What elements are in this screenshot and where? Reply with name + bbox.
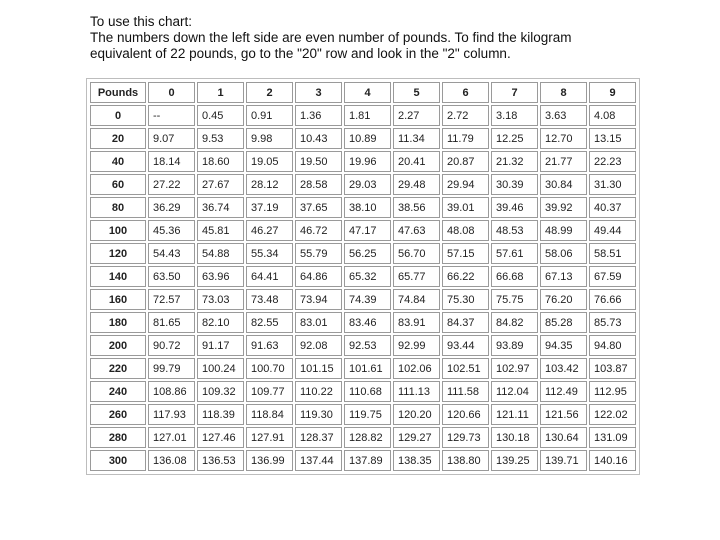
table-cell-kilograms: 136.99 <box>246 450 293 471</box>
table-cell-kilograms: 20.87 <box>442 151 489 172</box>
table-cell-kilograms: 20.41 <box>393 151 440 172</box>
pounds-to-kilograms-table <box>88 80 638 473</box>
table-cell-kilograms: 10.43 <box>295 128 342 149</box>
row-header-pounds: 240 <box>90 381 146 402</box>
table-body <box>90 105 636 471</box>
table-cell-kilograms: 27.67 <box>197 174 244 195</box>
table-row <box>90 174 636 195</box>
row-header-pounds: 100 <box>90 220 146 241</box>
table-cell-kilograms: 9.53 <box>197 128 244 149</box>
column-header: 9 <box>589 82 636 103</box>
table-cell-kilograms: 49.44 <box>589 220 636 241</box>
row-header-pounds: 20 <box>90 128 146 149</box>
table-cell-kilograms: 100.24 <box>197 358 244 379</box>
table-cell-kilograms: 66.22 <box>442 266 489 287</box>
table-cell-kilograms: 102.97 <box>491 358 538 379</box>
table-cell-kilograms: 102.51 <box>442 358 489 379</box>
table-cell-kilograms: 109.77 <box>246 381 293 402</box>
table-cell-kilograms: 11.79 <box>442 128 489 149</box>
table-cell-kilograms: 103.87 <box>589 358 636 379</box>
table-cell-kilograms: 39.01 <box>442 197 489 218</box>
table-row <box>90 427 636 448</box>
table-row <box>90 243 636 264</box>
table-cell-kilograms: 94.80 <box>589 335 636 356</box>
table-cell-kilograms: 56.25 <box>344 243 391 264</box>
table-cell-kilograms: 129.73 <box>442 427 489 448</box>
table-cell-kilograms: 118.39 <box>197 404 244 425</box>
column-header: 1 <box>197 82 244 103</box>
table-cell-kilograms: 121.56 <box>540 404 587 425</box>
table-cell-kilograms: 36.74 <box>197 197 244 218</box>
table-cell-kilograms: 130.18 <box>491 427 538 448</box>
instructions-line: The numbers down the left side are even number of pounds. To find the kilogram <box>90 30 572 45</box>
column-header: 5 <box>393 82 440 103</box>
table-cell-kilograms: 31.30 <box>589 174 636 195</box>
table-cell-kilograms: 1.81 <box>344 105 391 126</box>
table-cell-kilograms: 27.22 <box>148 174 195 195</box>
table-cell-kilograms: 3.63 <box>540 105 587 126</box>
table-cell-kilograms: 130.64 <box>540 427 587 448</box>
table-cell-kilograms: 57.61 <box>491 243 538 264</box>
row-header-pounds: 140 <box>90 266 146 287</box>
row-header-pounds: 180 <box>90 312 146 333</box>
table-cell-kilograms: 58.51 <box>589 243 636 264</box>
table-cell-kilograms: 45.81 <box>197 220 244 241</box>
table-cell-kilograms: 100.70 <box>246 358 293 379</box>
table-cell-kilograms: 37.65 <box>295 197 342 218</box>
table-header-row <box>90 82 636 103</box>
column-header: 8 <box>540 82 587 103</box>
table-cell-kilograms: 45.36 <box>148 220 195 241</box>
table-row <box>90 105 636 126</box>
table-cell-kilograms: 22.23 <box>589 151 636 172</box>
table-cell-kilograms: 18.60 <box>197 151 244 172</box>
table-cell-kilograms: 48.53 <box>491 220 538 241</box>
table-cell-kilograms: 127.46 <box>197 427 244 448</box>
table-cell-kilograms: 55.79 <box>295 243 342 264</box>
table-cell-kilograms: 63.96 <box>197 266 244 287</box>
table-cell-kilograms: 57.15 <box>442 243 489 264</box>
table-cell-kilograms: 38.56 <box>393 197 440 218</box>
table-cell-kilograms: 136.53 <box>197 450 244 471</box>
table-cell-kilograms: 84.82 <box>491 312 538 333</box>
column-header: 7 <box>491 82 538 103</box>
row-header-pounds: 40 <box>90 151 146 172</box>
table-cell-kilograms: 92.08 <box>295 335 342 356</box>
table-cell-kilograms: 129.27 <box>393 427 440 448</box>
table-cell-kilograms: 19.05 <box>246 151 293 172</box>
table-cell-kilograms: 2.27 <box>393 105 440 126</box>
table-cell-kilograms: 136.08 <box>148 450 195 471</box>
row-header-pounds: 160 <box>90 289 146 310</box>
table-cell-kilograms: 85.73 <box>589 312 636 333</box>
table-cell-kilograms: 19.50 <box>295 151 342 172</box>
table-cell-kilograms: 67.13 <box>540 266 587 287</box>
table-cell-kilograms: 73.94 <box>295 289 342 310</box>
column-header: 2 <box>246 82 293 103</box>
table-cell-kilograms: 55.34 <box>246 243 293 264</box>
instructions <box>90 14 650 62</box>
row-header-pounds: 120 <box>90 243 146 264</box>
row-header-pounds: 0 <box>90 105 146 126</box>
table-cell-kilograms: 120.66 <box>442 404 489 425</box>
table-cell-kilograms: 48.99 <box>540 220 587 241</box>
table-cell-kilograms: 54.88 <box>197 243 244 264</box>
table-cell-kilograms: 82.55 <box>246 312 293 333</box>
table-row <box>90 404 636 425</box>
table-cell-kilograms: 29.03 <box>344 174 391 195</box>
table-cell-kilograms: 139.71 <box>540 450 587 471</box>
table-cell-kilograms: 28.58 <box>295 174 342 195</box>
row-header-pounds: 200 <box>90 335 146 356</box>
table-cell-kilograms: 118.84 <box>246 404 293 425</box>
table-cell-kilograms: 64.41 <box>246 266 293 287</box>
table-cell-kilograms: 83.91 <box>393 312 440 333</box>
table-cell-kilograms: 122.02 <box>589 404 636 425</box>
table-cell-kilograms: 72.57 <box>148 289 195 310</box>
table-row <box>90 312 636 333</box>
row-header-pounds: 260 <box>90 404 146 425</box>
table-cell-kilograms: 47.17 <box>344 220 391 241</box>
table-row <box>90 197 636 218</box>
table-cell-kilograms: 92.99 <box>393 335 440 356</box>
row-header-pounds: 280 <box>90 427 146 448</box>
table-cell-kilograms: 40.37 <box>589 197 636 218</box>
table-cell-kilograms: 54.43 <box>148 243 195 264</box>
table-cell-kilograms: 138.35 <box>393 450 440 471</box>
table-cell-kilograms: 83.01 <box>295 312 342 333</box>
table-cell-kilograms: 112.49 <box>540 381 587 402</box>
table-cell-kilograms: 112.04 <box>491 381 538 402</box>
table-cell-kilograms: 94.35 <box>540 335 587 356</box>
table-cell-kilograms: 109.32 <box>197 381 244 402</box>
table-cell-kilograms: 46.72 <box>295 220 342 241</box>
table-cell-kilograms: 38.10 <box>344 197 391 218</box>
table-cell-kilograms: 19.96 <box>344 151 391 172</box>
table-cell-kilograms: 11.34 <box>393 128 440 149</box>
table-cell-kilograms: 56.70 <box>393 243 440 264</box>
table-row <box>90 335 636 356</box>
table-cell-kilograms: 83.46 <box>344 312 391 333</box>
table-cell-kilograms: 93.89 <box>491 335 538 356</box>
table-cell-kilograms: 128.82 <box>344 427 391 448</box>
table-row <box>90 151 636 172</box>
corner-header: Pounds <box>90 82 146 103</box>
table-cell-kilograms: 76.66 <box>589 289 636 310</box>
table-row <box>90 128 636 149</box>
table-cell-kilograms: 48.08 <box>442 220 489 241</box>
table-cell-kilograms: 111.58 <box>442 381 489 402</box>
table-cell-kilograms: 127.91 <box>246 427 293 448</box>
column-header: 6 <box>442 82 489 103</box>
table-cell-kilograms: 30.84 <box>540 174 587 195</box>
table-cell-kilograms: 3.18 <box>491 105 538 126</box>
table-cell-kilograms: 13.15 <box>589 128 636 149</box>
table-cell-kilograms: 0.45 <box>197 105 244 126</box>
table-cell-kilograms: 93.44 <box>442 335 489 356</box>
table-cell-kilograms: -- <box>148 105 195 126</box>
table-cell-kilograms: 30.39 <box>491 174 538 195</box>
table-cell-kilograms: 4.08 <box>589 105 636 126</box>
table-cell-kilograms: 10.89 <box>344 128 391 149</box>
row-header-pounds: 300 <box>90 450 146 471</box>
table-row <box>90 266 636 287</box>
table-cell-kilograms: 112.95 <box>589 381 636 402</box>
instructions-heading: To use this chart: <box>90 14 193 29</box>
table-row <box>90 220 636 241</box>
table-cell-kilograms: 82.10 <box>197 312 244 333</box>
table-cell-kilograms: 63.50 <box>148 266 195 287</box>
table-cell-kilograms: 12.25 <box>491 128 538 149</box>
row-header-pounds: 80 <box>90 197 146 218</box>
table-cell-kilograms: 102.06 <box>393 358 440 379</box>
table-cell-kilograms: 73.03 <box>197 289 244 310</box>
table-cell-kilograms: 9.07 <box>148 128 195 149</box>
table-cell-kilograms: 91.17 <box>197 335 244 356</box>
conversion-chart <box>86 78 640 475</box>
table-cell-kilograms: 138.80 <box>442 450 489 471</box>
table-cell-kilograms: 103.42 <box>540 358 587 379</box>
row-header-pounds: 60 <box>90 174 146 195</box>
table-cell-kilograms: 1.36 <box>295 105 342 126</box>
table-cell-kilograms: 12.70 <box>540 128 587 149</box>
table-cell-kilograms: 75.30 <box>442 289 489 310</box>
table-cell-kilograms: 9.98 <box>246 128 293 149</box>
table-cell-kilograms: 108.86 <box>148 381 195 402</box>
table-cell-kilograms: 90.72 <box>148 335 195 356</box>
table-cell-kilograms: 110.68 <box>344 381 391 402</box>
table-cell-kilograms: 39.92 <box>540 197 587 218</box>
table-row <box>90 381 636 402</box>
table-cell-kilograms: 18.14 <box>148 151 195 172</box>
table-cell-kilograms: 119.30 <box>295 404 342 425</box>
table-cell-kilograms: 127.01 <box>148 427 195 448</box>
table-cell-kilograms: 91.63 <box>246 335 293 356</box>
row-header-pounds: 220 <box>90 358 146 379</box>
table-cell-kilograms: 65.32 <box>344 266 391 287</box>
table-cell-kilograms: 110.22 <box>295 381 342 402</box>
table-cell-kilograms: 2.72 <box>442 105 489 126</box>
column-header: 0 <box>148 82 195 103</box>
table-cell-kilograms: 46.27 <box>246 220 293 241</box>
table-cell-kilograms: 21.32 <box>491 151 538 172</box>
table-cell-kilograms: 128.37 <box>295 427 342 448</box>
table-cell-kilograms: 120.20 <box>393 404 440 425</box>
table-cell-kilograms: 140.16 <box>589 450 636 471</box>
table-cell-kilograms: 73.48 <box>246 289 293 310</box>
table-cell-kilograms: 85.28 <box>540 312 587 333</box>
table-cell-kilograms: 92.53 <box>344 335 391 356</box>
table-cell-kilograms: 137.44 <box>295 450 342 471</box>
table-cell-kilograms: 36.29 <box>148 197 195 218</box>
table-cell-kilograms: 101.15 <box>295 358 342 379</box>
table-cell-kilograms: 37.19 <box>246 197 293 218</box>
table-cell-kilograms: 76.20 <box>540 289 587 310</box>
table-cell-kilograms: 65.77 <box>393 266 440 287</box>
table-cell-kilograms: 117.93 <box>148 404 195 425</box>
table-cell-kilograms: 101.61 <box>344 358 391 379</box>
table-cell-kilograms: 29.48 <box>393 174 440 195</box>
table-cell-kilograms: 74.84 <box>393 289 440 310</box>
table-cell-kilograms: 131.09 <box>589 427 636 448</box>
column-header: 4 <box>344 82 391 103</box>
table-row <box>90 358 636 379</box>
table-cell-kilograms: 66.68 <box>491 266 538 287</box>
table-cell-kilograms: 0.91 <box>246 105 293 126</box>
instructions-line: equivalent of 22 pounds, go to the "20" row and look in the "2" column. <box>90 46 511 61</box>
table-cell-kilograms: 67.59 <box>589 266 636 287</box>
column-header: 3 <box>295 82 342 103</box>
table-row <box>90 450 636 471</box>
table-cell-kilograms: 64.86 <box>295 266 342 287</box>
table-cell-kilograms: 29.94 <box>442 174 489 195</box>
table-cell-kilograms: 47.63 <box>393 220 440 241</box>
table-row <box>90 289 636 310</box>
table-cell-kilograms: 28.12 <box>246 174 293 195</box>
table-cell-kilograms: 84.37 <box>442 312 489 333</box>
table-cell-kilograms: 137.89 <box>344 450 391 471</box>
table-cell-kilograms: 139.25 <box>491 450 538 471</box>
table-cell-kilograms: 121.11 <box>491 404 538 425</box>
table-cell-kilograms: 99.79 <box>148 358 195 379</box>
table-cell-kilograms: 74.39 <box>344 289 391 310</box>
table-cell-kilograms: 58.06 <box>540 243 587 264</box>
table-cell-kilograms: 119.75 <box>344 404 391 425</box>
table-cell-kilograms: 81.65 <box>148 312 195 333</box>
table-cell-kilograms: 39.46 <box>491 197 538 218</box>
table-cell-kilograms: 75.75 <box>491 289 538 310</box>
table-cell-kilograms: 21.77 <box>540 151 587 172</box>
table-cell-kilograms: 111.13 <box>393 381 440 402</box>
